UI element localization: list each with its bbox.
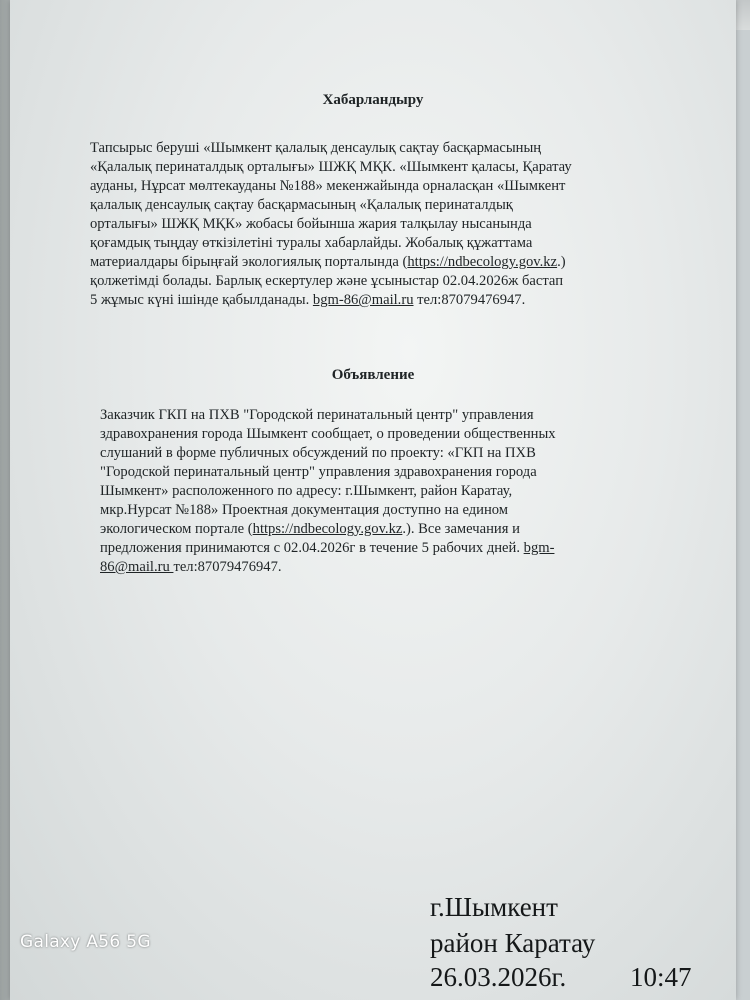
kazakh-portal-text: материалдары бірыңғай экологиялық порталында ( xyxy=(90,254,408,270)
kazakh-line-2: «Қалалық перинаталдық орталығы» ШЖҚ МҚК. «Шымкент қаласы, Қаратау xyxy=(90,159,572,175)
kazakh-phone: тел:87079476947. xyxy=(413,292,526,308)
kazakh-body xyxy=(90,139,686,310)
russian-line-5: Шымкент» расположенного по адресу: г.Шымкент, район Каратау, xyxy=(100,483,513,499)
kazakh-portal-link[interactable]: https://ndbecology.gov.kz xyxy=(407,254,558,270)
russian-line-7 xyxy=(100,520,670,539)
russian-portal-text: экологическом портале ( xyxy=(100,521,253,537)
russian-title: Объявление xyxy=(331,367,415,383)
kazakh-line-4: қалалық денсаулық сақтау басқармасының «Қалалық перинаталдық xyxy=(90,197,513,213)
russian-email-link-part1[interactable]: bgm- xyxy=(523,540,555,556)
russian-portal-link[interactable]: https://ndbecology.gov.kz xyxy=(252,521,403,537)
russian-line-3: слушаний в форме публичных обсуждений по проекту: «ГКП на ПХВ xyxy=(100,445,536,461)
kazakh-line-3: ауданы, Нұрсат мөлтекауданы №188» мекенжайында орналасқан «Шымкент xyxy=(90,178,566,194)
kazakh-line-9 xyxy=(90,291,686,310)
russian-line-9 xyxy=(100,558,670,577)
russian-phone: тел:87079476947. xyxy=(173,559,282,575)
russian-email-link-part2[interactable]: 86@mail.ru xyxy=(100,559,174,575)
russian-deadline-text: предложения принимаются с 02.04.2026г в течение 5 рабочих дней. xyxy=(100,540,524,556)
kazakh-portal-close: .) xyxy=(557,254,566,270)
russian-line-8 xyxy=(100,539,670,558)
stamp-city: г.Шымкент xyxy=(430,892,558,922)
russian-portal-close: .). Все замечания и xyxy=(402,521,520,537)
kazakh-line-1: Тапсырыс беруші «Шымкент қалалық денсаулық сақтау басқармасының xyxy=(90,140,542,156)
kazakh-title: Хабарландыру xyxy=(322,92,424,108)
camera-watermark: Galaxy A56 5G xyxy=(20,932,151,952)
russian-line-2: здравохранения города Шымкент сообщает, о проведении общественных xyxy=(100,426,556,442)
kazakh-line-8: қолжетімді болады. Барлық ескертулер және ұсыныстар 02.04.2026ж бастап xyxy=(90,273,563,289)
kazakh-line-5: орталығы» ШЖҚ МҚК» жобасы бойынша жария талқылау нысанында xyxy=(90,216,532,232)
announcement-sheet xyxy=(10,0,736,1000)
kazakh-deadline-text: 5 жұмыс күні ішінде қабылданады. xyxy=(90,292,313,308)
stamp-district: район Каратау xyxy=(430,928,596,958)
stamp-time: 10:47 xyxy=(630,962,692,992)
russian-line-1: Заказчик ГКП на ПХВ "Городской перинатальный центр" управления xyxy=(100,407,534,423)
stamp-date: 26.03.2026г. xyxy=(430,962,567,992)
kazakh-line-6: қоғамдық тыңдау өткізілетіні туралы хабарлайды. Жобалық құжаттама xyxy=(90,235,533,251)
russian-line-4: "Городской перинатальный центр" управления здравохранения города xyxy=(100,464,537,480)
kazakh-line-7 xyxy=(90,253,686,272)
russian-line-6: мкр.Нурсат №188» Проектная документация доступно на едином xyxy=(100,502,509,518)
russian-body xyxy=(100,406,670,577)
kazakh-email-link[interactable]: bgm-86@mail.ru xyxy=(312,292,414,308)
